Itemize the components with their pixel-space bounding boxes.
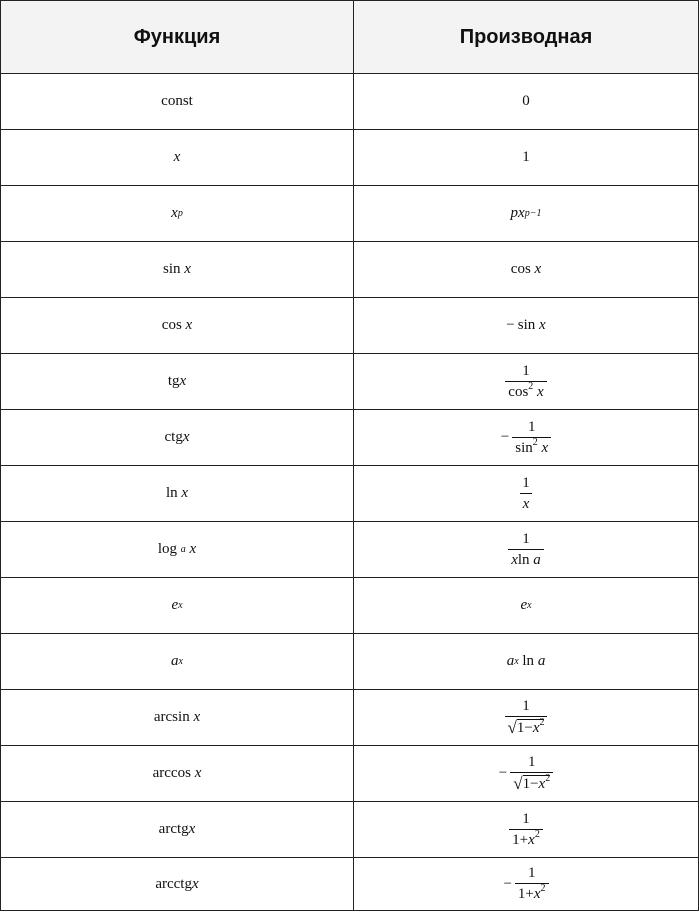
table-row: [1, 634, 698, 690]
table-row: [1, 298, 698, 354]
function-cell: const: [161, 92, 193, 109]
header-derivative: Производная: [459, 25, 593, 48]
table-row: [1, 354, 698, 410]
table-row: [1, 858, 698, 911]
derivative-cell: a x ln a: [506, 653, 546, 669]
function-cell: sin x: [163, 261, 191, 277]
table-row: [1, 466, 698, 522]
table-header: [1, 1, 698, 74]
function-cell: tg x: [167, 373, 187, 389]
function-cell: log a x: [157, 541, 197, 557]
function-cell: arcsin x: [153, 709, 201, 725]
derivative-cell: − $\frac{1}{\sin^2 x}$: [354, 410, 698, 465]
derivative-cell: − $\frac{1}{1+x^2}$: [354, 858, 698, 910]
derivative-cell: cos x: [510, 261, 542, 277]
derivative-cell: 1: [522, 149, 530, 165]
derivative-cell: − sin x: [506, 317, 546, 333]
fraction: 1 √ $1-x^2$: [510, 754, 553, 794]
function-cell: ctg x: [164, 429, 190, 445]
column-divider: [353, 1, 354, 910]
fraction: $\frac{1}{x}$: [519, 475, 533, 513]
derivative-cell: e x: [520, 597, 532, 613]
table-row: [1, 690, 698, 746]
derivative-cell: p x p−1: [510, 205, 542, 221]
derivative-cell: [354, 466, 698, 521]
table-row: [1, 522, 698, 578]
function-cell: a x: [171, 653, 183, 669]
derivative-cell: [354, 802, 698, 857]
table-row: [1, 186, 698, 242]
derivative-cell: [354, 690, 698, 745]
derivative-cell: − 1 √ $1-x^2$: [354, 746, 698, 801]
function-cell: cos x: [161, 317, 193, 333]
table-row: [1, 578, 698, 634]
fraction: $\frac{1}{\sin^2 x}$: [512, 419, 551, 457]
table-row: [1, 73, 698, 130]
fraction: $\frac{1}{\text{xln a}}$: [508, 531, 544, 569]
function-cell: arccos x: [152, 765, 202, 781]
function-cell: x p: [171, 205, 183, 221]
function-cell: ln x: [165, 485, 189, 501]
table-row: [1, 242, 698, 298]
table-row: [1, 746, 698, 802]
table-row: [1, 802, 698, 858]
derivative-cell: [354, 522, 698, 577]
table-row: [1, 130, 698, 186]
function-cell: x: [173, 149, 181, 165]
fraction: 1 √ $1-x^2$: [505, 698, 548, 738]
fraction: $\frac{1}{\cos^2 x}$: [505, 363, 546, 401]
derivative-cell: [354, 354, 698, 409]
fraction: $\frac{1}{1+x^2}$: [509, 811, 543, 849]
derivative-cell: 0: [522, 92, 530, 109]
function-cell: arcctg x: [155, 875, 199, 892]
header-function: Функция: [133, 25, 221, 48]
table-row: [1, 410, 698, 466]
function-cell: arctg x: [158, 821, 196, 837]
function-cell: e x: [171, 597, 183, 613]
fraction: $\frac{1}{1+x^2}$: [515, 865, 549, 903]
